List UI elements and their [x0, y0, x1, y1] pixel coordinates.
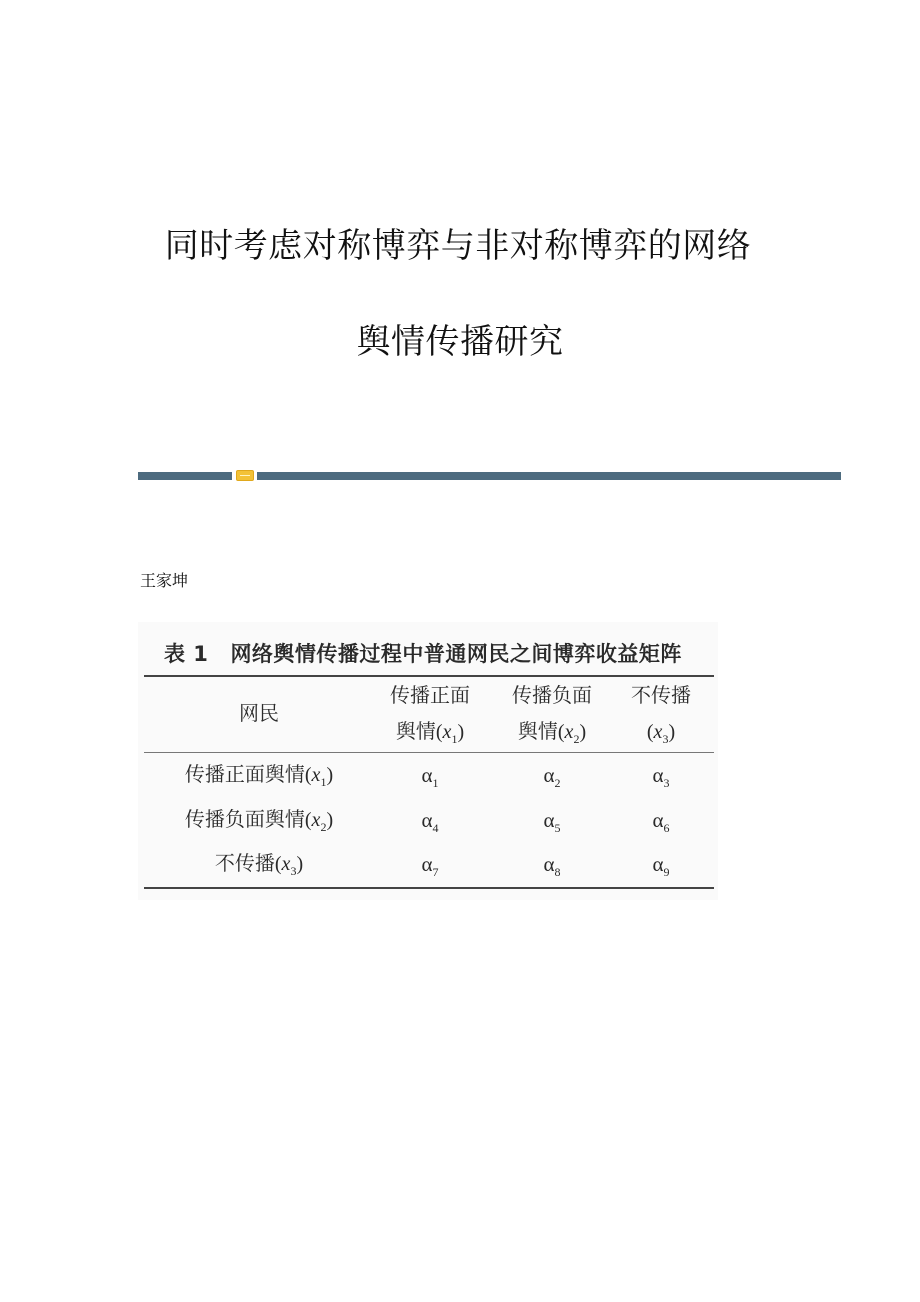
row-label-text: 传播负面舆情( — [184, 809, 312, 831]
divider-bar-right — [257, 472, 841, 480]
column-header-line2 — [368, 714, 492, 757]
column-header-line1: 传播负面 — [512, 685, 592, 707]
column-header-line1: 不传播 — [631, 685, 691, 707]
payoff-cell — [490, 846, 614, 890]
payoff-cell — [368, 802, 492, 846]
payoff-cell — [606, 802, 716, 846]
payoff-symbol: α — [652, 852, 664, 876]
payoff-cell — [490, 757, 614, 801]
payoff-subscript: 5 — [554, 821, 561, 835]
variable-subscript: 2 — [573, 732, 580, 746]
divider-ornament-icon — [236, 470, 254, 481]
row-label — [144, 802, 374, 845]
payoff-cell — [490, 802, 614, 846]
payoff-cell — [606, 757, 716, 801]
variable-subscript: 1 — [320, 775, 327, 789]
payoff-cell — [368, 846, 492, 890]
variable: x — [311, 764, 321, 786]
author-name: 王家坤 — [140, 571, 189, 590]
payoff-subscript: 8 — [554, 865, 561, 879]
close-paren: ) — [668, 721, 676, 743]
payoff-matrix-table — [138, 622, 718, 900]
variable: x — [564, 721, 574, 743]
title-line-1: 同时考虑对称博弈与非对称博弈的网络 — [164, 226, 752, 266]
column-header-text: 舆情( — [517, 721, 565, 743]
column-header-line2 — [490, 714, 614, 757]
payoff-symbol: α — [421, 763, 433, 787]
payoff-symbol: α — [543, 852, 555, 876]
table-number: 表 1 — [164, 642, 209, 666]
payoff-cell — [368, 757, 492, 801]
row-label-text: 传播正面舆情( — [184, 764, 312, 786]
payoff-subscript: 9 — [663, 865, 670, 879]
payoff-subscript: 4 — [432, 821, 439, 835]
payoff-cell — [606, 846, 716, 890]
variable: x — [653, 721, 663, 743]
payoff-symbol: α — [543, 763, 555, 787]
payoff-symbol: α — [543, 808, 555, 832]
title-line-2: 舆情传播研究 — [356, 322, 564, 362]
payoff-subscript: 7 — [432, 865, 439, 879]
payoff-symbol: α — [652, 808, 664, 832]
column-header-line2 — [606, 714, 716, 757]
variable: x — [442, 721, 452, 743]
variable: x — [311, 809, 321, 831]
close-paren: ) — [326, 764, 334, 786]
column-header-text: ( — [646, 721, 654, 743]
table-caption-text: 网络舆情传播过程中普通网民之间博弈收益矩阵 — [230, 642, 682, 666]
variable-subscript: 1 — [451, 732, 458, 746]
close-paren: ) — [326, 809, 334, 831]
column-header-text: 舆情( — [395, 721, 443, 743]
payoff-symbol: α — [421, 808, 433, 832]
payoff-subscript: 3 — [663, 776, 670, 790]
divider-bar-left — [138, 472, 232, 480]
close-paren: ) — [579, 721, 587, 743]
column-header-line1: 传播正面 — [390, 685, 470, 707]
variable-subscript: 3 — [662, 732, 669, 746]
corner-header: 网民 — [239, 703, 279, 725]
table-caption — [164, 638, 682, 668]
payoff-subscript: 2 — [554, 776, 561, 790]
row-label — [144, 846, 374, 889]
close-paren: ) — [457, 721, 465, 743]
payoff-subscript: 1 — [432, 776, 439, 790]
variable-subscript: 2 — [320, 820, 327, 834]
top-rule — [144, 675, 714, 677]
variable: x — [281, 853, 291, 875]
close-paren: ) — [296, 853, 304, 875]
variable-subscript: 3 — [290, 864, 297, 878]
row-label-text: 不传播( — [214, 853, 282, 875]
payoff-symbol: α — [421, 852, 433, 876]
row-label — [144, 757, 374, 800]
payoff-symbol: α — [652, 763, 664, 787]
payoff-subscript: 6 — [663, 821, 670, 835]
